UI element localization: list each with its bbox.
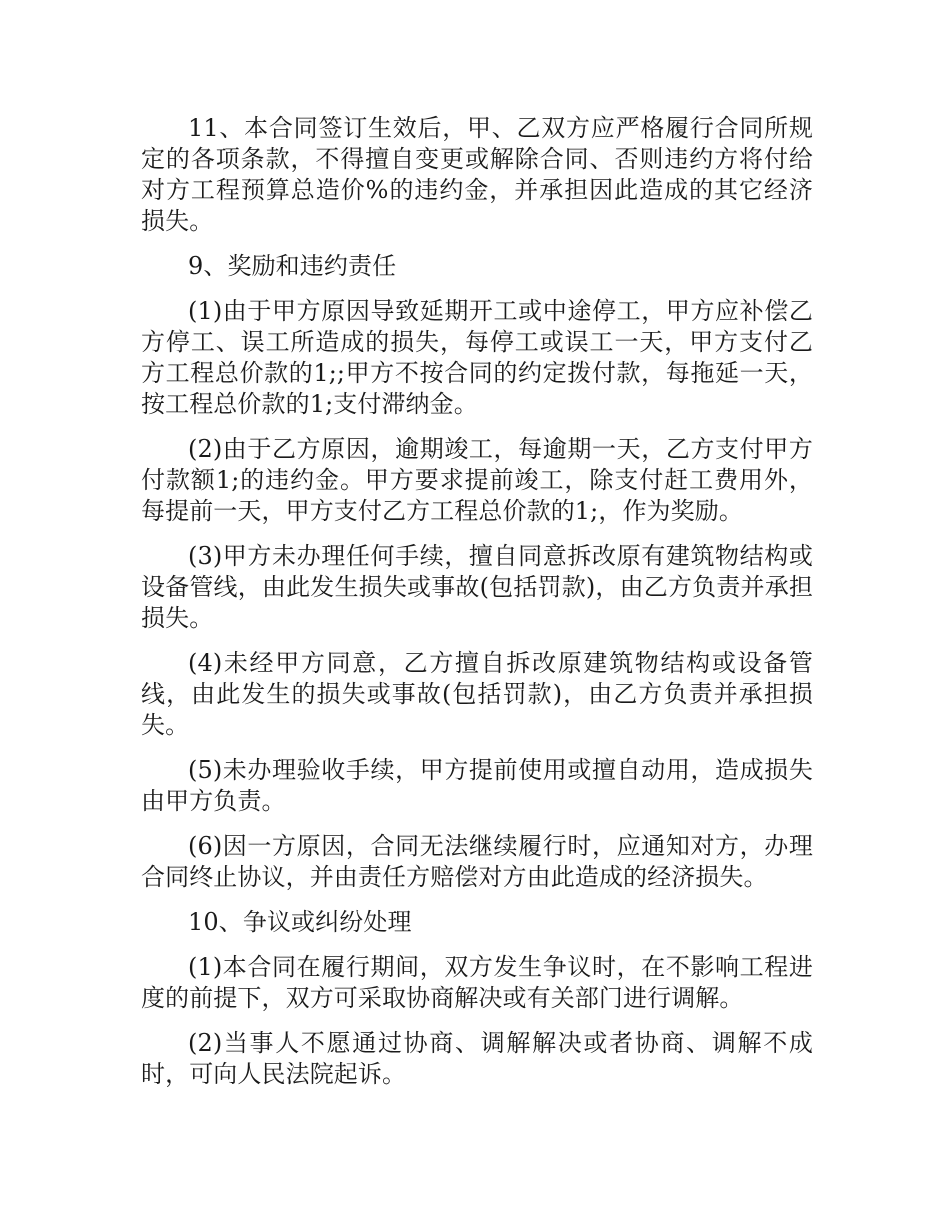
clause-10-1-paragraph: (1)本合同在履行期间，双方发生争议时，在不影响工程进度的前提下，双方可采取协商解决或有关部门进行调解。: [141, 953, 813, 1012]
clause-9-5-paragraph: (5)未办理验收手续，甲方提前使用或擅自动用，造成损失由甲方负责。: [141, 756, 813, 815]
document-body: [141, 113, 813, 1104]
section-10-heading: 10、争议或纠纷处理: [188, 908, 412, 936]
section-9-heading: 9、奖励和违约责任: [188, 252, 397, 280]
clause-9-4-paragraph: (4)未经甲方同意，乙方擅自拆改原建筑物结构或设备管线，由此发生的损失或事故(包括罚款)，由乙方负责并承担损失。: [141, 649, 813, 739]
clause-11-paragraph: 11、本合同签订生效后，甲、乙双方应严格履行合同所规定的各项条款，不得擅自变更或解除合同、否则违约方将付给对方工程预算总造价%的违约金，并承担因此造成的其它经济损失。: [141, 114, 813, 235]
clause-9-3-paragraph: (3)甲方未办理任何手续，擅自同意拆改原有建筑物结构或设备管线，由此发生损失或事故(包括罚款)，由乙方负责并承担损失。: [141, 542, 813, 632]
clause-9-2-paragraph: (2)由于乙方原因，逾期竣工，每逾期一天，乙方支付甲方付款额1;的违约金。甲方要求提前竣工，除支付赶工费用外，每提前一天，甲方支付乙方工程总价款的1;，作为奖励。: [141, 435, 813, 525]
clause-9-1-paragraph: (1)由于甲方原因导致延期开工或中途停工，甲方应补偿乙方停工、误工所造成的损失，每停工或误工一天，甲方支付乙方工程总价款的1;;甲方不按合同的约定拨付款，每拖延一天，按工程总价款的1;支付滞纳金。: [141, 297, 813, 418]
clause-10-2-paragraph: (2)当事人不愿通过协商、调解解决或者协商、调解不成时，可向人民法院起诉。: [141, 1029, 813, 1088]
clause-9-6-paragraph: (6)因一方原因，合同无法继续履行时，应通知对方，办理合同终止协议，并由责任方赔偿对方由此造成的经济损失。: [141, 832, 813, 891]
